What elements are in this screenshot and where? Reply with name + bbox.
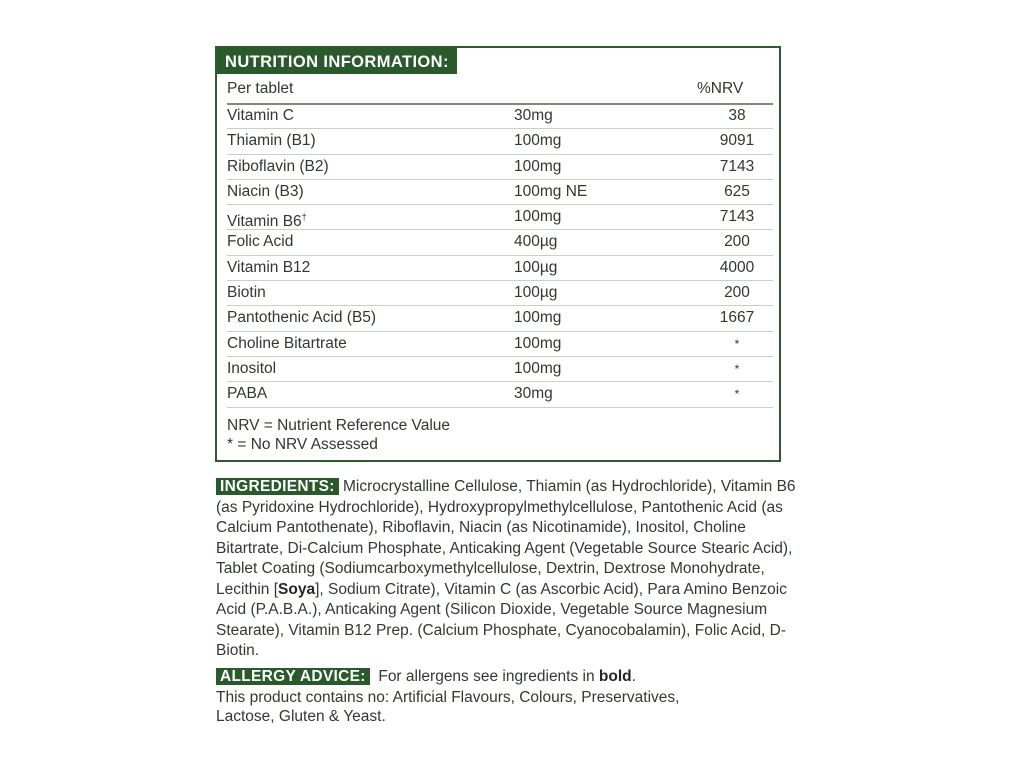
nutrition-notes	[227, 416, 450, 454]
nutrient-nrv: *	[734, 387, 740, 402]
nutrient-name	[227, 332, 347, 356]
allergy-text: For allergens see ingredients in	[369, 668, 599, 685]
nutrient-name-text: Niacin (B3)	[227, 182, 304, 200]
nrv-note: NRV = Nutrient Reference Value	[227, 417, 451, 434]
nutrient-name	[227, 129, 316, 153]
nutrient-amount: 100mg	[514, 334, 562, 352]
allergy-label: ALLERGY ADVICE:	[216, 668, 370, 685]
nutrient-amount: 100mg	[514, 309, 562, 327]
nutrient-name-text: Choline Bitartrate	[227, 334, 347, 352]
nutrient-name-text: Folic Acid	[227, 233, 294, 251]
nutrient-nrv: 200	[724, 233, 750, 251]
nutrition-row	[227, 129, 773, 154]
ingredients-label: INGREDIENTS:	[216, 478, 339, 495]
allergy-section	[216, 667, 796, 726]
nutrient-name	[227, 230, 293, 254]
nutrient-nrv: *	[734, 336, 740, 351]
nutrition-row	[227, 382, 773, 407]
nrv-header: %NRV	[697, 80, 744, 97]
nutrient-nrv: *	[734, 361, 740, 376]
ingredients-text-2: ], Sodium Citrate), Vitamin C (as Ascorbic Acid), Para Amino Benzoic Acid (P.A.B.A.), Anticaking Agent (Silicon Dioxide, Vegetable Source Magnesium Stearate), Vitamin B12 Prep. (Calcium Phosphate, Cyanocobalamin), Folic Acid, D-Biotin.	[216, 580, 787, 659]
allergy-text-end: .	[631, 668, 636, 685]
ingredients-section	[216, 477, 796, 662]
nutrient-name-text: Pantothenic Acid (B5)	[227, 309, 377, 327]
nutrient-nrv: 1667	[719, 309, 755, 327]
nutrient-name	[227, 357, 276, 381]
nutrient-nrv: 7143	[719, 208, 755, 226]
nutrient-name	[227, 155, 329, 179]
nutrition-row	[227, 306, 773, 331]
nutrient-nrv: 625	[724, 182, 750, 200]
nutrient-name-text: Thiamin (B1)	[227, 132, 316, 150]
nutrient-name-text: Inositol	[227, 359, 277, 377]
nutrient-amount: 100mg	[514, 359, 562, 377]
allergen-soya: Soya	[278, 580, 316, 598]
nutrition-title: NUTRITION INFORMATION:	[217, 48, 457, 74]
nutrition-row	[227, 281, 773, 306]
nutrition-row	[227, 332, 773, 357]
no-nrv-note: * = No NRV Assessed	[227, 436, 378, 453]
nutrition-rows	[227, 104, 773, 408]
nutrient-amount: 100mg	[514, 157, 562, 175]
nutrition-row	[227, 357, 773, 382]
allergy-bold-word: bold	[598, 668, 632, 685]
nutrient-name	[227, 281, 266, 305]
nutrient-name-text: Vitamin B12	[227, 258, 311, 276]
nutrient-amount: 100µg	[514, 284, 558, 302]
nutrient-amount: 30mg	[514, 385, 553, 403]
nutrition-row	[227, 155, 773, 180]
nutrient-name	[227, 104, 294, 128]
footnote-dagger: †	[301, 212, 307, 223]
nutrient-amount: 100mg NE	[514, 182, 588, 200]
nutrition-panel	[215, 46, 781, 462]
nutrition-row	[227, 180, 773, 205]
nutrition-header	[227, 79, 773, 105]
nutrition-row	[227, 230, 773, 255]
nutrition-row	[227, 104, 773, 129]
per-tablet-header: Per tablet	[227, 80, 294, 97]
nutrient-name-text: PABA	[227, 385, 268, 403]
nutrient-name	[227, 256, 310, 280]
nutrition-row	[227, 205, 773, 230]
nutrient-amount: 100µg	[514, 258, 558, 276]
nutrient-amount: 30mg	[514, 107, 553, 124]
nutrient-amount: 400µg	[514, 233, 558, 251]
nutrient-nrv: 9091	[719, 132, 755, 150]
nutrition-row	[227, 256, 773, 281]
ingredients-text-1: Microcrystalline Cellulose, Thiamin (as Hydrochloride), Vitamin B6 (as Pyridoxine Hydrochloride), Hydroxypropylmethylcellulose, Pantothenic Acid (as Calcium Pantothenate), Riboflavin, Niacin (as Nicotinamide), Inositol, Choline Bitartrate, Di-Calcium Phosphate, Anticaking Agent (Vegetable Source Stearic Acid), Tablet Coating (Sodiumcarboxymethylcellulose, Dextrin, Dextrose Monohydrate, Lecithin [	[216, 478, 796, 598]
nutrient-nrv: 38	[728, 107, 746, 124]
nutrient-name-text: Vitamin C	[227, 107, 294, 124]
allergy-free-from: This product contains no: Artificial Flavours, Colours, Preservatives, Lactose, Gluten & Yeast.	[216, 688, 680, 725]
nutrient-nrv: 7143	[719, 157, 755, 175]
nutrient-name	[227, 180, 304, 204]
nutrient-name	[227, 306, 376, 330]
nutrient-amount: 100mg	[514, 208, 562, 226]
nutrient-name	[227, 382, 267, 406]
nutrient-nrv: 4000	[719, 258, 755, 276]
nutrient-name-text: Biotin	[227, 284, 266, 302]
nutrient-name-text: Vitamin B6	[227, 213, 302, 231]
nutrient-name-text: Riboflavin (B2)	[227, 157, 329, 175]
nutrient-amount: 100mg	[514, 132, 562, 150]
nutrient-nrv: 200	[724, 284, 750, 302]
